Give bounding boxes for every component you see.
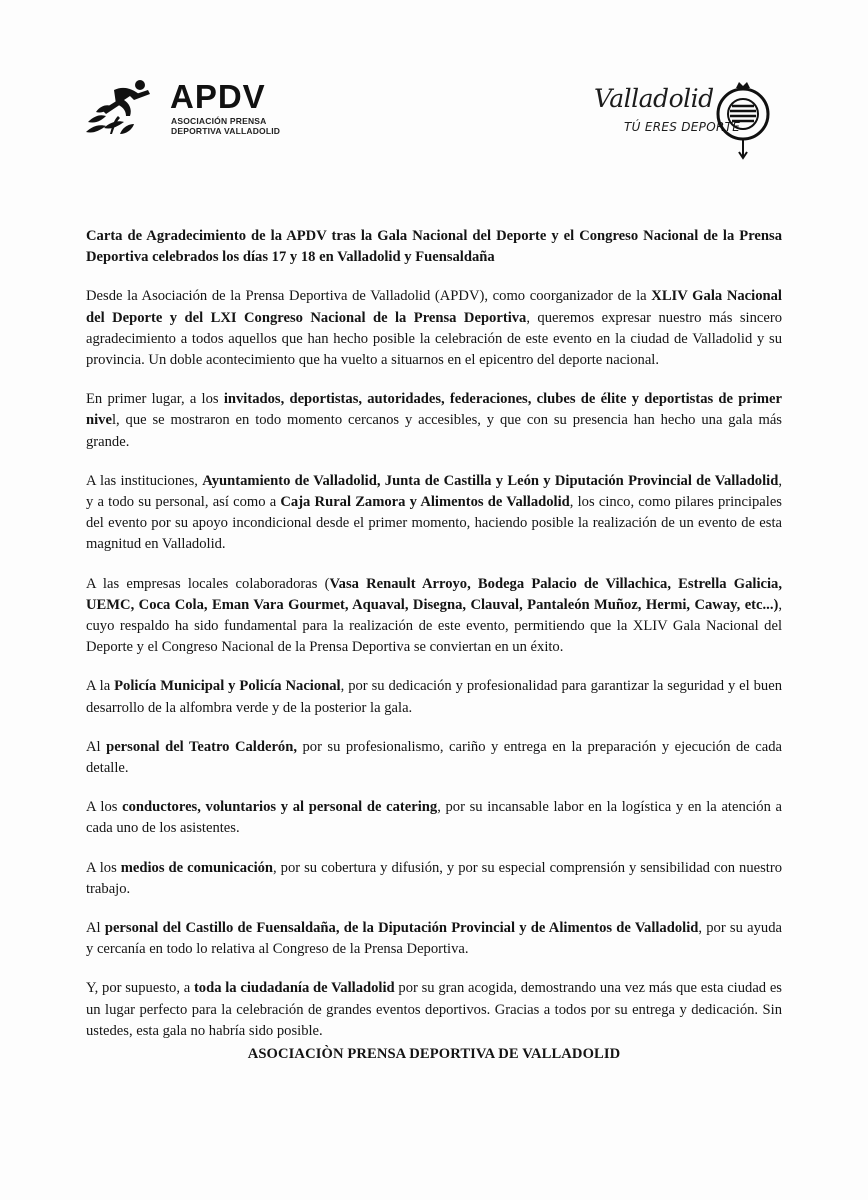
letter-paragraph: [86, 797, 782, 839]
valladolid-logo: [594, 76, 774, 162]
valladolid-logo-script: Valladolid: [594, 84, 714, 113]
paragraph-text: , por su dedicación y profesionalidad para garantizar la seguridad y el buen desarrollo de la alfombra verde y de la posterior la gala.: [86, 678, 782, 716]
letter-paragraph: [86, 286, 782, 371]
letter-paragraphs: [86, 286, 782, 1042]
apdv-logo-abbr: APDV: [170, 78, 266, 115]
paragraph-text: Desde la Asociación de la Prensa Deportiva de Valladolid (APDV), como coorganizador de la: [86, 288, 652, 305]
bold-text: conductores, voluntarios y al personal de catering: [122, 799, 438, 816]
letter-header: [0, 0, 868, 200]
paragraph-text: , los cinco, como pilares principales del evento por su apoyo incondicional desde el primer momento, haciendo posible la realización de un evento de esta magnitud en Valladolid.: [86, 494, 782, 553]
letter-signature: ASOCIACIÒN PRENSA DEPORTIVA DE VALLADOLID: [247, 1046, 621, 1063]
paragraph-text: Al: [86, 738, 107, 755]
letter-paragraph: [86, 574, 782, 659]
paragraph-text: por su gran acogida, demostrando una vez más que esta ciudad es un lugar perfecto para la celebración de grandes eventos deportivos. Gracias a todos por su entrega y dedicación. Sin ustedes, esta gala no habría sido posible.: [86, 980, 782, 1039]
bold-text: invitados, deportistas, autoridades, federaciones, clubes de élite y deportistas de primer nive: [86, 391, 782, 429]
letter-paragraph: [86, 918, 782, 960]
paragraph-text: A los: [86, 799, 123, 816]
apdv-logo-name-line1: ASOCIACIÓN PRENSA: [171, 116, 267, 126]
letter-paragraph: [86, 737, 782, 779]
letter-paragraph: [86, 978, 782, 1042]
paragraph-text: A la: [86, 678, 115, 695]
paragraph-text: A los: [86, 859, 121, 876]
bold-text: medios de comunicación: [120, 859, 274, 876]
paragraph-text: , cuyo respaldo ha sido fundamental para la realización de este evento, permitiendo que la XLIV Gala Nacional del Deporte y el Congreso Nacional de la Prensa Deportiva se conviertan en un éxito.: [86, 596, 782, 656]
letter-paragraph: [86, 676, 782, 718]
bold-text: Caja Rural Zamora y Alimentos de Valladolid: [280, 494, 570, 511]
paragraph-text: A las empresas locales colaboradoras (: [86, 575, 330, 592]
bold-text: personal del Teatro Calderón,: [106, 738, 297, 755]
paragraph-text: por su profesionalismo, cariño y entrega en la preparación y ejecución de cada detalle.: [86, 738, 782, 777]
paragraph-text: Y, por supuesto, a: [86, 980, 194, 997]
valladolid-logo-tagline: TÚ ERES DEPORTE: [624, 120, 741, 134]
paragraph-text: , por su ayuda y cercanía en todo lo relativa al Congreso de la Prensa Deportiva.: [86, 920, 782, 958]
paragraph-text: , y a todo su personal, así como a: [86, 472, 782, 511]
bold-text: Policía Municipal y Policía Nacional: [114, 678, 341, 695]
letter-paragraph: [86, 471, 782, 556]
bold-text: toda la ciudadanía de Valladolid: [193, 980, 395, 997]
letter-paragraph: [86, 389, 782, 453]
paragraph-text: En primer lugar, a los: [86, 391, 224, 408]
paragraph-text: , queremos expresar nuestro más sincero agradecimiento a todos aquellos que han hecho posible la celebración de este evento en la ciudad de Valladolid y su provincia. Un doble acontecimiento que ha vuelto a situarnos en el epicentro del deporte nacional.: [86, 309, 782, 369]
apdv-logo: [84, 76, 284, 136]
apdv-logo-name-line2: DEPORTIVA VALLADOLID: [171, 126, 281, 136]
city-seal-icon: [712, 76, 774, 162]
bold-text: Ayuntamiento de Valladolid, Junta de Castilla y León y Diputación Provincial de Valladolid: [202, 472, 779, 489]
letter-paragraph: [86, 858, 782, 900]
bold-text: personal del Castillo de Fuensaldaña, de la Diputación Provincial y de Alimentos de Valladolid: [104, 920, 699, 937]
paragraph-text: , por su cobertura y difusión, y por su especial comprensión y sensibilidad con nuestro trabajo.: [86, 859, 782, 897]
paragraph-text: Al: [86, 920, 105, 937]
letter-body: [86, 226, 782, 1065]
letter-title: Carta de Agradecimiento de la APDV tras la Gala Nacional del Deporte y el Congreso Nacional de la Prensa Deportiva celebrados los días 17 y 18 en Valladolid y Fuensaldaña: [86, 228, 782, 266]
paragraph-text: l, que se mostraron en todo momento cercanos y accesibles, y que con su presencia han hecho una gala más grande.: [86, 412, 782, 450]
bold-text: Vasa Renault Arroyo, Bodega Palacio de Villachica, Estrella Galicia, UEMC, Coca Cola, Eman Vara Gourmet, Aquaval, Disegna, Clauval, Pantaleón Muñoz, Hermi, Caway, etc...): [86, 575, 782, 613]
paragraph-text: A las instituciones,: [86, 472, 203, 489]
bold-text: XLIV Gala Nacional del Deporte y del LXI Congreso Nacional de la Prensa Deportiva: [86, 288, 782, 326]
athlete-leaves-icon: [84, 76, 162, 136]
paragraph-text: , por su incansable labor en la logística y en la atención a cada uno de los asistentes.: [86, 799, 783, 837]
